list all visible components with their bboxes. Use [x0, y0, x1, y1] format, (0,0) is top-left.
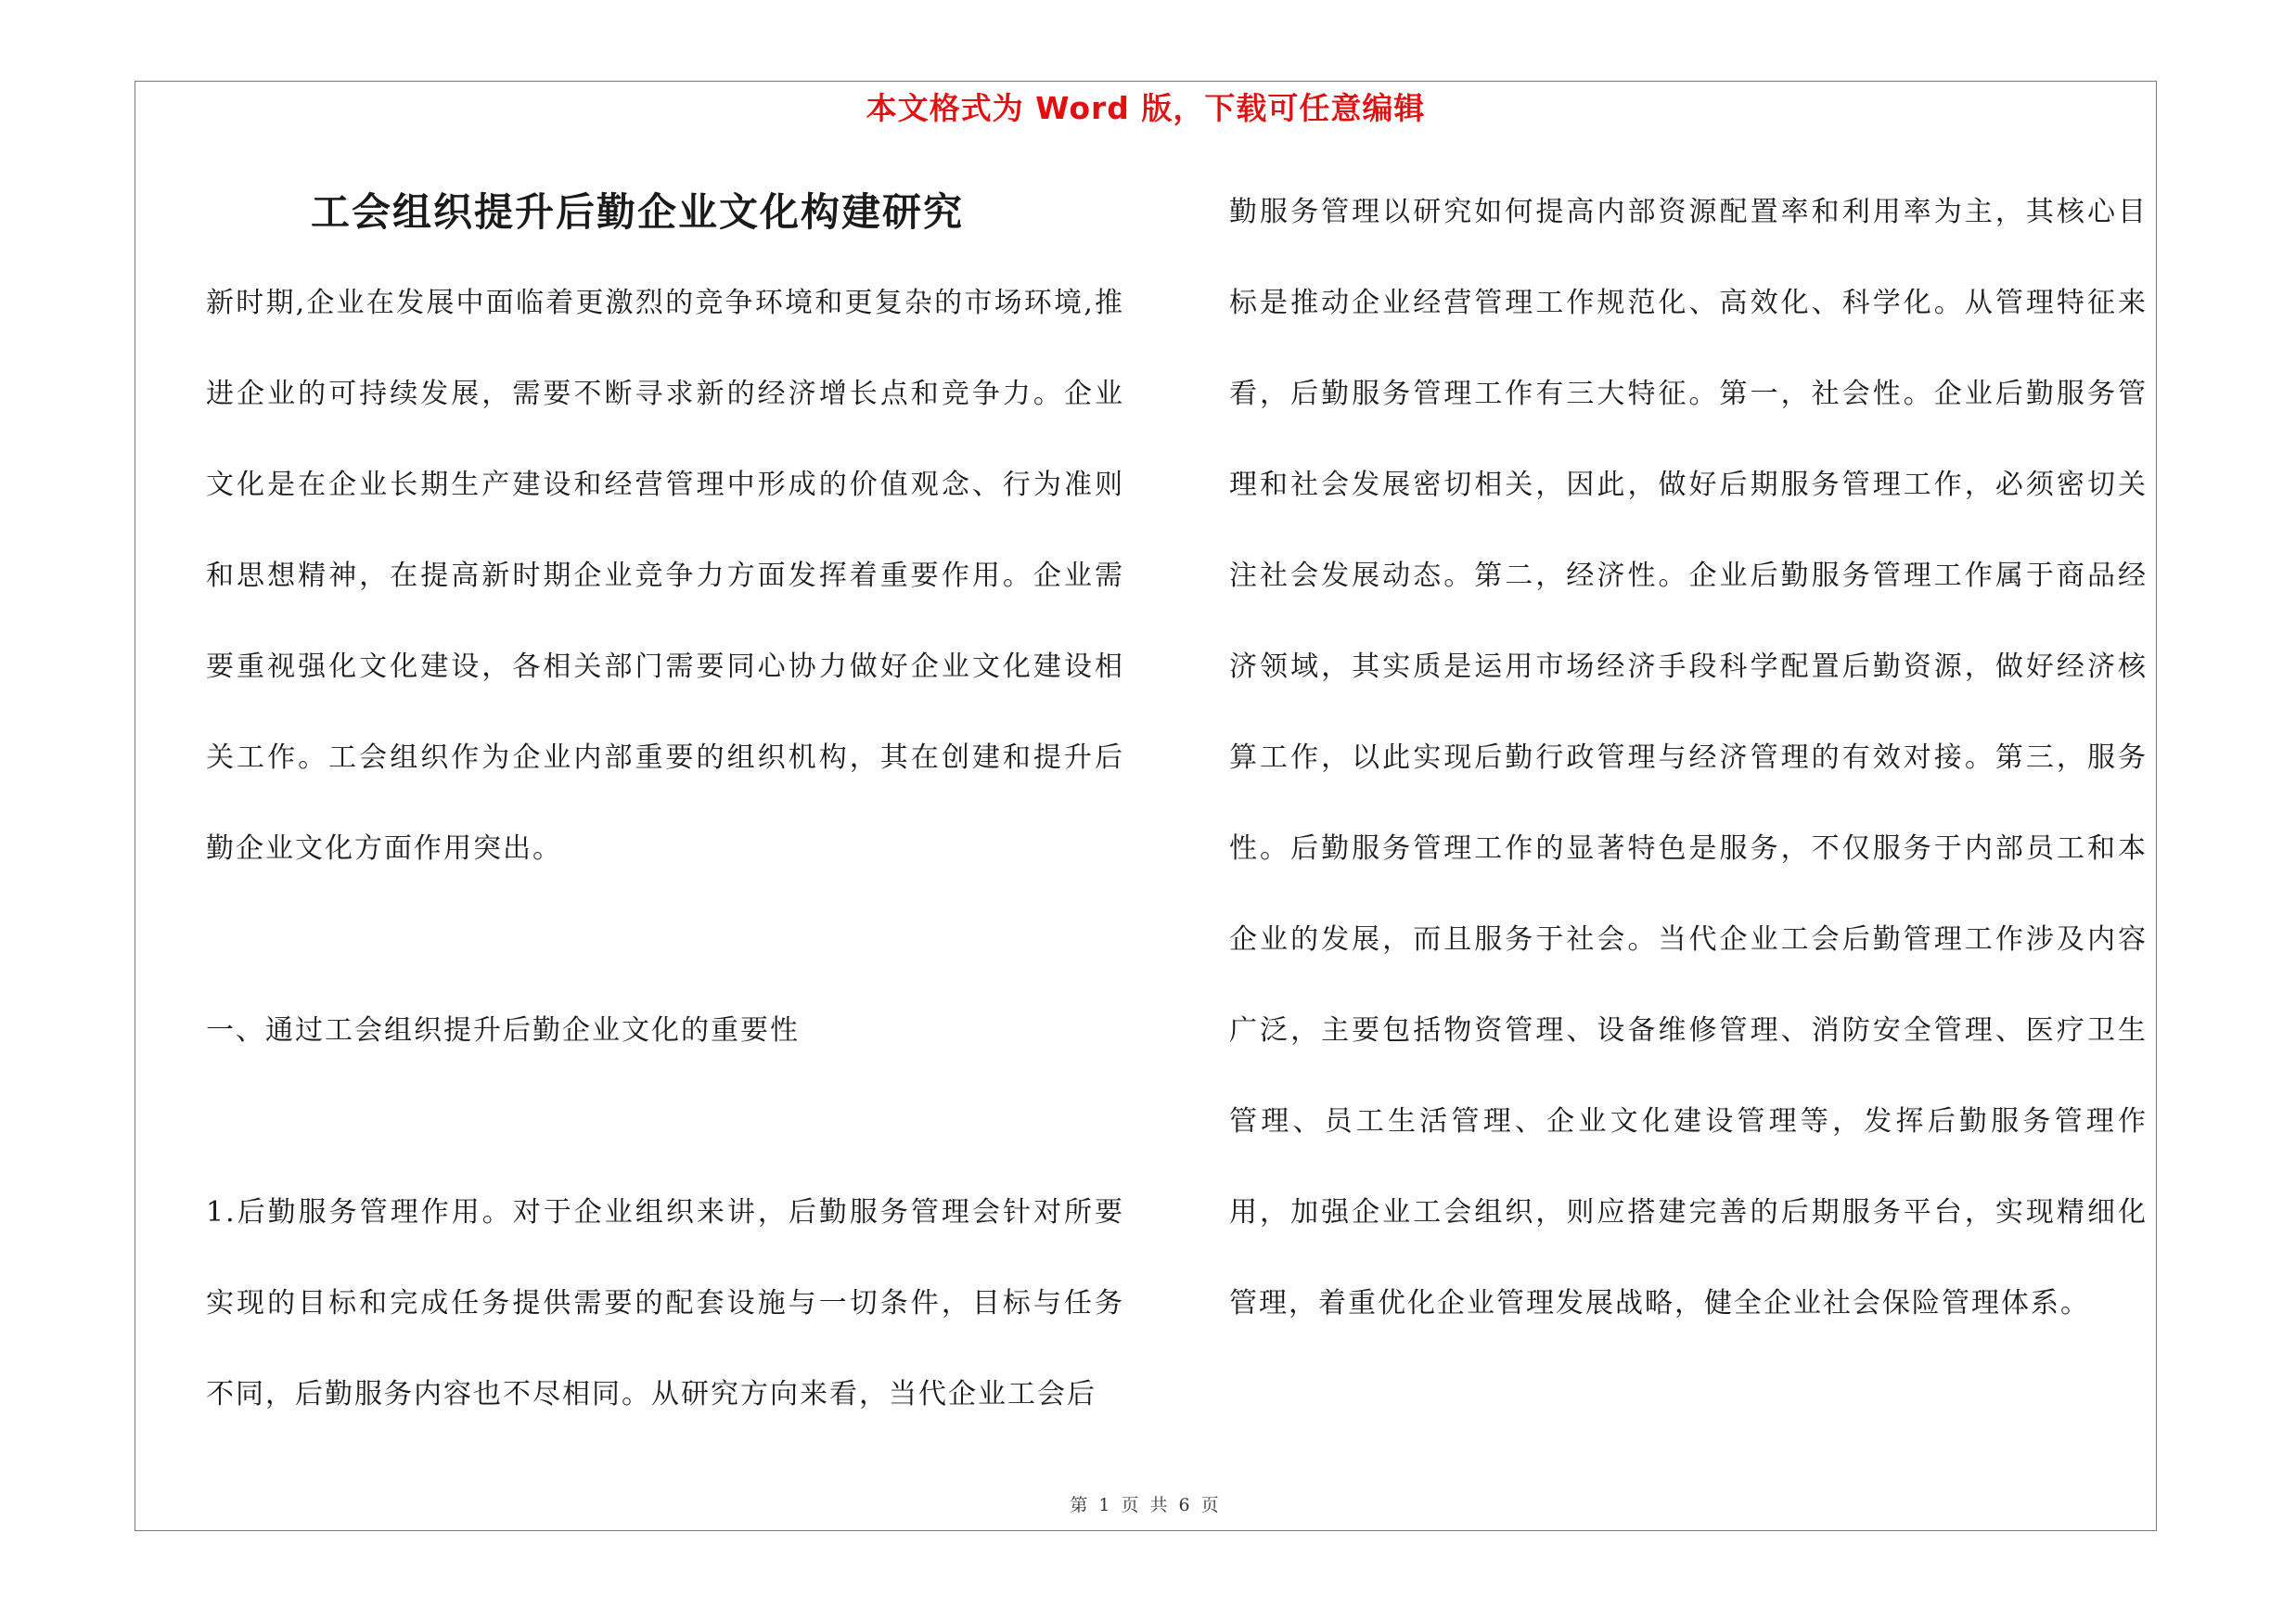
document-title: 工会组织提升后勤企业文化构建研究: [310, 189, 964, 235]
paragraph-spacer: [206, 1076, 1124, 1167]
page-number-footer: 第 1 页 共 6 页: [1070, 1495, 1222, 1515]
intro-paragraph: 新时期,企业在发展中面临着更激烈的竞争环境和更复杂的市场环境,推进企业的可持续发展，需要不断寻求新的经济增长点和竞争力。企业文化是在企业长期生产建设和经营管理中形成的价值观念、行为准则和思想精神，在提高新时期企业竞争力方面发挥着重要作用。企业需要重视强化文化建设，各相关部门需要同心协力做好企业文化建设相关工作。工会组织作为企业内部重要的组织机构，其在创建和提升后勤企业文化方面作用突出。: [206, 287, 1124, 865]
point-1-paragraph: 1.后勤服务管理作用。对于企业组织来讲，后勤服务管理会针对所要实现的目标和完成任务提供需要的配套设施与一切条件，目标与任务不同，后勤服务内容也不尽相同。从研究方向来看，当代企业工会后: [206, 1196, 1124, 1410]
paragraph-spacer: [206, 895, 1124, 985]
section-heading: 一、通过工会组织提升后勤企业文化的重要性: [206, 1014, 800, 1047]
word-format-banner: 本文格式为 Word 版，下载可任意编辑: [866, 90, 1426, 126]
left-column: [206, 167, 1124, 1440]
continuation-paragraph: 勤服务管理以研究如何提高内部资源配置率和利用率为主，其核心目标是推动企业经营管理工作规范化、高效化、科学化。从管理特征来看，后勤服务管理工作有三大特征。第一，社会性。企业后勤服务管理和社会发展密切相关，因此，做好后期服务管理工作，必须密切关注社会发展动态。第二，经济性。企业后勤服务管理工作属于商品经济领域，其实质是运用市场经济手段科学配置后勤资源，做好经济核算工作，以此实现后勤行政管理与经济管理的有效对接。第三，服务性。后勤服务管理工作的显著特色是服务，不仅服务于内部员工和本企业的发展，而且服务于社会。当代企业工会后勤管理工作涉及内容广泛，主要包括物资管理、设备维修管理、消防安全管理、医疗卫生管理、员工生活管理、企业文化建设管理等，发挥后勤服务管理作用，加强企业工会组织，则应搭建完善的后期服务平台，实现精细化管理，着重优化企业管理发展战略，健全企业社会保险管理体系。: [1229, 196, 2148, 1320]
right-column: [1229, 167, 2148, 1349]
